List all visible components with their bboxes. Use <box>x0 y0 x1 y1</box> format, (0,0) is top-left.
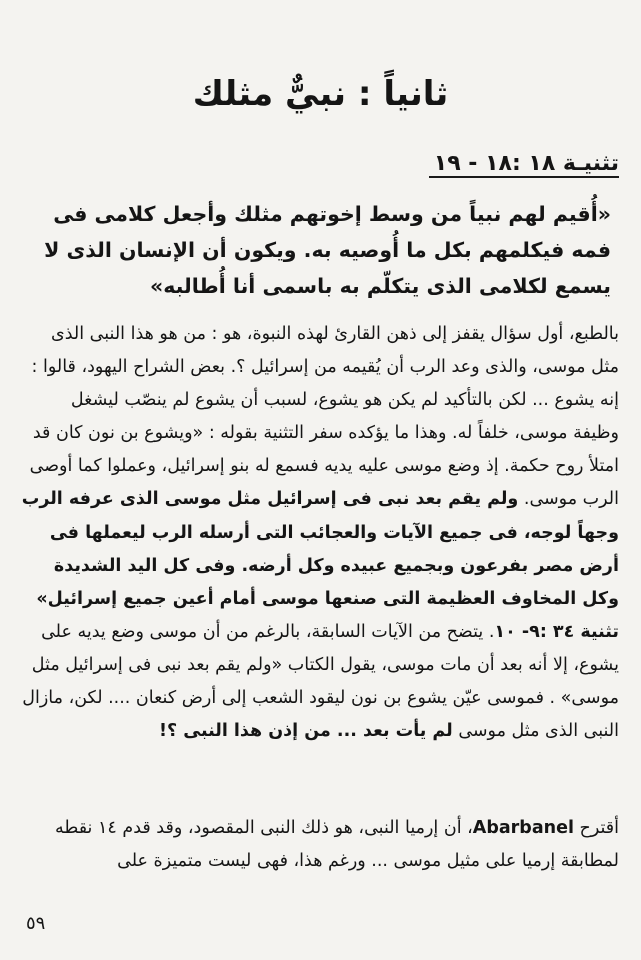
paragraph-1 <box>21 318 619 748</box>
paragraph-1-intro: بالطبع، أول سؤال يقفز إلى ذهن القارئ لهذه النبوة، هو : من هو هذا النبى الذى مثل موسى، والذى وعد الرب أن يُقيمه من إسرائيل ؟. بعض الشراح اليهود، قالوا : إنه يشوع ... لكن بالتأكيد لم يكن هو يشوع، لسبب أن يشوع لم ينصّب ليشغل وظيفة موسى، خلفاً له. وهذا ما يؤكده سفر التثنية بقوله : «ويشوع بن نون كان قد امتلأ روح حكمة. إذ وضع موسى عليه يديه فسمع له بنو إسرائيل، وعملوا كما أوصى الرب موسى. <box>29 324 619 510</box>
paragraph-2 <box>21 812 619 878</box>
scripture-quote: «أُقيم لهم نبياً من وسط إخوتهم مثلك وأجعل كلامى فى فمه فيكلمهم بكل ما أُوصيه به. ويكون أن الإنسان الذى لا يسمع لكلامى الذى يتكلّم به باسمى أنا أُطالبه» <box>44 202 611 298</box>
reference-underline <box>429 176 619 178</box>
paragraph-1-middle: . يتضح من الآيات السابقة، بالرغم من أن موسى وضع يديه على يشوع، إلا أنه بعد أن مات موسى، يقول الكتاب «ولم يقم بعد نبى فى إسرائيل مثل موسى» . فموسى عيّن يشوع بن نون ليقود الشعب إلى أرض كنعان .... لكن، مازال النبى الذى مثل موسى <box>22 621 619 742</box>
paragraph-2-rest: ، أن إرميا النبى، هو ذلك النبى المقصود، وقد قدم ١٤ نقطه لمطابقة إرميا على مثيل موسى ... ورغم هذا، فهى ليست متميزة على <box>54 818 619 872</box>
author-name: Abarbanel <box>472 818 574 838</box>
page-number: ٥٩ <box>26 913 46 934</box>
paragraph-2-start: أقترح <box>579 818 619 838</box>
paragraph-1-question: لم يأت بعد ... من إذن هذا النبى ؟! <box>159 721 453 742</box>
paragraph-1-quote: ولم يقم بعد نبى فى إسرائيل مثل موسى الذى عرفه الرب وجهاً لوجه، فى جميع الآيات والعجائب التى أرسله الرب ليعملها فى أرض مصر بفرعون وبجميع عبيده وكل أرضه. وفى كل اليد الشديدة وكل المخاوف العظيمة التى صنعها موسى أمام أعين جميع إسرائيل» تثنية ٣٤ :٩- ١٠ <box>21 489 619 642</box>
scripture-reference: تثنيـة ۱۸ :۱۸ - ۱۹ <box>433 151 619 176</box>
page-title: ثانياً : نبيٌّ مثلك <box>192 74 449 114</box>
